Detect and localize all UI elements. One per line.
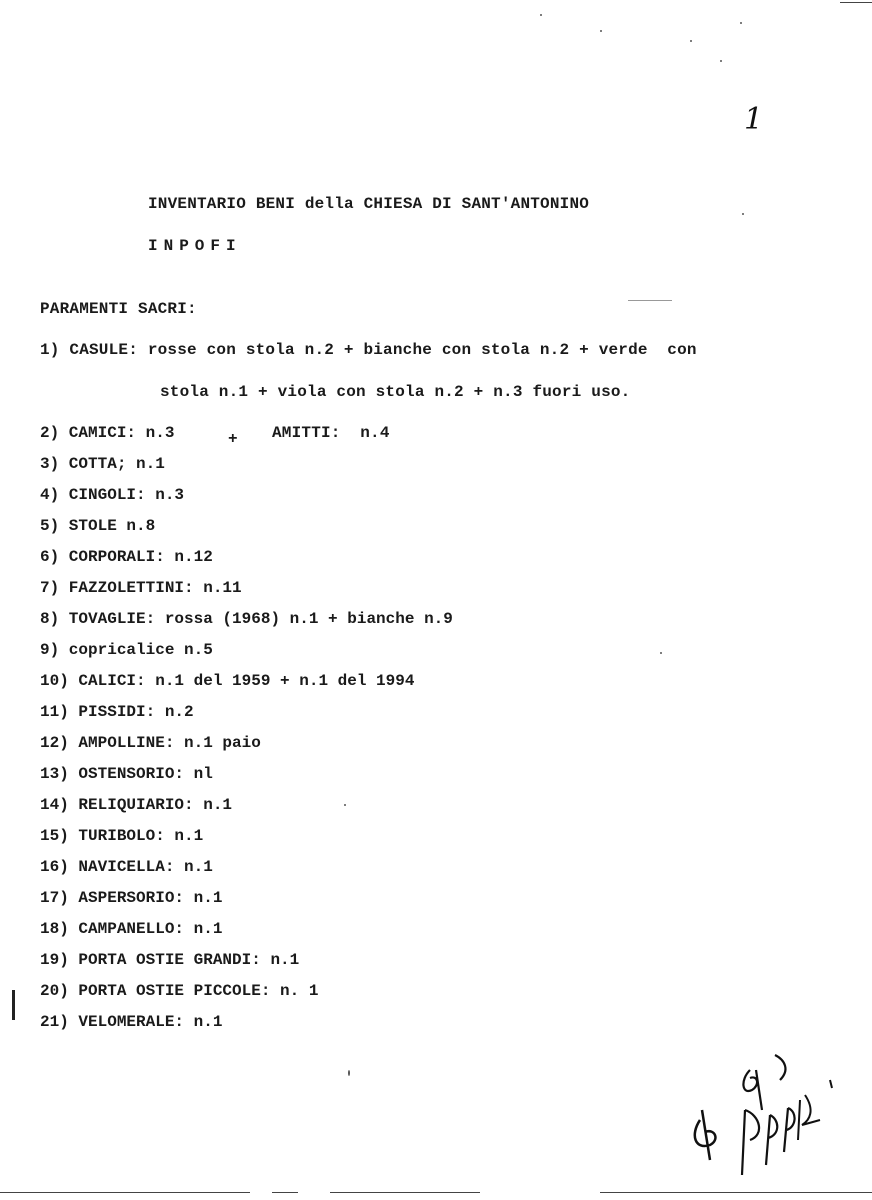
amitti-entry: AMITTI: n.4 [272,424,390,442]
list-item: 4) CINGOLI: n.3 [40,486,185,504]
list-item: 9) copricalice n.5 [40,641,213,659]
scan-speck [740,22,742,24]
list-item-1-line1: 1) CASULE: rosse con stola n.2 + bianche con stola n.2 + verde con [40,341,697,359]
list-item: 6) CORPORALI: n.12 [40,548,213,566]
list-item: 11) PISSIDI: n.2 [40,703,194,721]
plus-mark: + [228,430,238,448]
scan-line [840,2,872,3]
list-item: 14) RELIQUIARIO: n.1 [40,796,233,814]
section-heading: PARAMENTI SACRI: [40,300,197,318]
list-item: 3) COTTA; n.1 [40,455,165,473]
scan-speck [660,652,662,654]
handwritten-signature [680,1040,850,1180]
page-number: 1 [744,102,764,137]
list-item: 15) TURIBOLO: n.1 [40,827,204,845]
list-item: 18) CAMPANELLO: n.1 [40,920,223,938]
list-item: 5) STOLE n.8 [40,517,156,535]
scan-speck [690,40,692,42]
list-item: 12) AMPOLLINE: n.1 paio [40,734,261,752]
scan-line [330,1192,480,1193]
scan-speck [344,804,346,806]
list-item-1-line2: stola n.1 + viola con stola n.2 + n.3 fuori uso. [160,383,631,401]
document-subtitle: INPOFI [148,237,242,255]
scan-line [0,1192,250,1193]
list-item: 7) FAZZOLETTINI: n.11 [40,579,242,597]
scan-line [600,1192,872,1193]
document-title: INVENTARIO BENI della CHIESA DI SANT'ANTONINO [148,195,590,213]
list-item: 13) OSTENSORIO: nl [40,765,213,783]
scan-speck [742,213,744,215]
margin-mark [12,990,15,1020]
list-item: 8) TOVAGLIE: rossa (1968) n.1 + bianche n.9 [40,610,453,628]
list-item: 21) VELOMERALE: n.1 [40,1013,223,1031]
scan-line [628,300,672,301]
list-item: 2) CAMICI: n.3 [40,424,175,442]
scan-speck [348,1070,350,1076]
list-item: 10) CALICI: n.1 del 1959 + n.1 del 1994 [40,672,415,690]
list-item: 20) PORTA OSTIE PICCOLE: n. 1 [40,982,319,1000]
inventory-list [40,423,453,1043]
scan-speck [600,30,602,32]
list-item: 17) ASPERSORIO: n.1 [40,889,223,907]
scan-speck [720,60,722,62]
list-item: 19) PORTA OSTIE GRANDI: n.1 [40,951,300,969]
list-item: 16) NAVICELLA: n.1 [40,858,213,876]
scan-speck [540,14,542,16]
scan-line [272,1192,298,1193]
